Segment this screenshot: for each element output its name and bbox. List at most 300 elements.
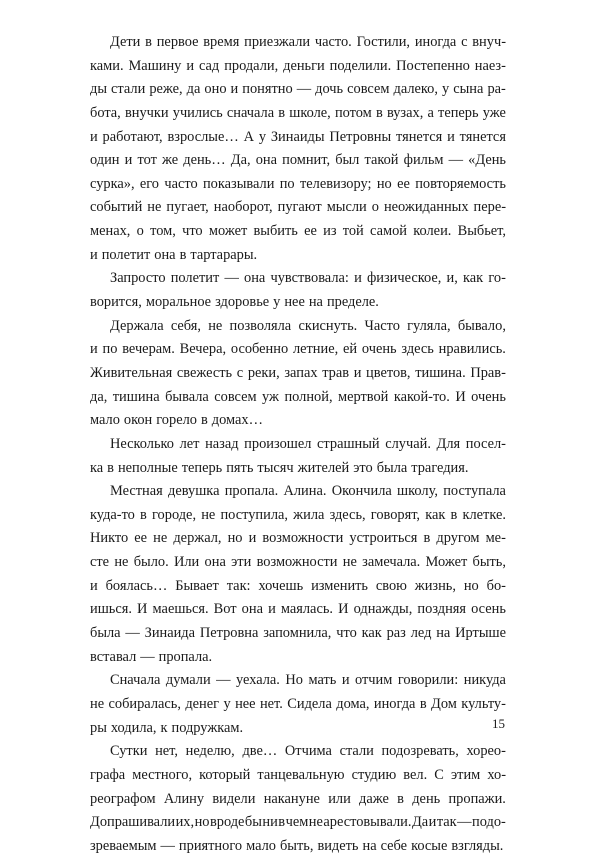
- word: школе,: [289, 104, 331, 121]
- word: какой-то.: [393, 388, 450, 405]
- word: сына: [453, 81, 484, 98]
- text-line: [90, 575, 506, 599]
- word: жителей: [297, 459, 350, 476]
- word: —: [160, 837, 175, 854]
- word: и: [248, 530, 257, 547]
- word: ходила,: [110, 719, 157, 736]
- word: но: [227, 530, 243, 547]
- word: наоборот,: [213, 199, 273, 216]
- word: на: [436, 625, 451, 642]
- text-line: [90, 457, 506, 481]
- word: время: [203, 34, 240, 50]
- word: очень: [361, 341, 397, 358]
- word: осень: [471, 601, 506, 618]
- word: пять: [226, 459, 254, 476]
- word: в: [140, 506, 147, 523]
- word: свежесть: [176, 364, 233, 381]
- word: их,: [175, 814, 195, 831]
- word: о: [136, 223, 144, 240]
- word: не: [201, 506, 216, 523]
- word: самой: [370, 223, 407, 240]
- text-line: [90, 527, 506, 551]
- word: в: [375, 104, 383, 121]
- word: девушка: [168, 483, 220, 500]
- word: с: [236, 364, 244, 381]
- word: цветов,: [366, 364, 411, 381]
- word: здесь: [401, 341, 434, 358]
- word: совсем: [347, 81, 390, 98]
- word: Вечера,: [179, 341, 227, 358]
- word: домах…: [211, 412, 263, 429]
- word: взгляды.: [451, 837, 504, 854]
- word: Сначала: [110, 672, 161, 689]
- word: но: [376, 175, 392, 192]
- word: бо-: [486, 577, 506, 594]
- word: но: [194, 814, 210, 831]
- word: трав: [322, 364, 350, 381]
- text-line: [90, 669, 506, 693]
- word: —: [140, 648, 155, 665]
- word: взрослые…: [167, 128, 239, 145]
- word: поступила,: [220, 506, 288, 523]
- word: у: [258, 128, 267, 145]
- word: событий: [90, 199, 143, 216]
- word: ры: [90, 719, 107, 736]
- word: иногда: [414, 34, 457, 50]
- word: вроде: [209, 814, 245, 831]
- word: —: [448, 152, 464, 169]
- word: день: [412, 790, 441, 807]
- word: телевизору;: [299, 175, 372, 192]
- word: реографом: [90, 790, 156, 807]
- word: тянется: [396, 128, 443, 145]
- word: чем: [285, 814, 309, 831]
- word: часто.: [314, 34, 352, 50]
- word: Живительная: [90, 364, 173, 381]
- word: на: [308, 294, 323, 311]
- word: тишина: [112, 388, 160, 405]
- text-line: [90, 764, 506, 788]
- word: в: [419, 695, 427, 712]
- word: Гостили,: [356, 34, 411, 50]
- text-line: [90, 362, 506, 386]
- word: стали: [111, 81, 146, 98]
- word: быть,: [279, 837, 314, 854]
- text-line: [90, 788, 506, 812]
- word: эти: [231, 554, 252, 571]
- text-line: [90, 646, 506, 670]
- word: по: [102, 341, 118, 358]
- word: в: [423, 530, 431, 547]
- word: тишина.: [415, 364, 466, 381]
- word: работают,: [102, 128, 163, 145]
- word: особенно: [230, 341, 289, 358]
- text-line: [90, 504, 506, 528]
- word: в: [278, 104, 286, 121]
- word: окон: [123, 412, 153, 429]
- word: в: [145, 34, 152, 50]
- word: А: [243, 128, 254, 145]
- word: неделю,: [185, 743, 235, 760]
- word: подо-: [472, 814, 506, 831]
- word: внуч-: [472, 34, 506, 50]
- text-line: [90, 835, 506, 858]
- word: ее: [304, 223, 317, 240]
- word: она: [244, 270, 266, 287]
- word: в: [450, 506, 458, 523]
- word: Никто: [90, 530, 129, 547]
- word: лет: [179, 435, 200, 452]
- word: Петровна: [199, 625, 259, 642]
- word: поступала: [443, 483, 506, 500]
- word: и: [428, 814, 437, 831]
- text-line: [90, 338, 506, 362]
- word: как: [361, 625, 382, 642]
- word: себя,: [170, 317, 201, 334]
- word: говорили:: [397, 672, 459, 689]
- word: ишься.: [90, 601, 132, 618]
- word: уехала.: [236, 672, 280, 689]
- word: сад: [198, 57, 220, 74]
- word: го-: [488, 270, 506, 287]
- text-line: [90, 717, 506, 741]
- word: Петровны: [329, 128, 392, 145]
- word: как: [425, 506, 446, 523]
- word: этим: [450, 766, 481, 783]
- word: Окончила: [331, 483, 392, 500]
- word: вел.: [403, 766, 428, 783]
- word: стали: [339, 743, 374, 760]
- word: держал,: [173, 530, 222, 547]
- word: Отчима: [284, 743, 332, 760]
- word: так:: [226, 577, 251, 594]
- word: посел-: [465, 435, 506, 452]
- word: не: [90, 695, 105, 712]
- word: в: [200, 412, 208, 429]
- word: неполные: [117, 459, 178, 476]
- word: Дети: [110, 34, 141, 50]
- word: она: [204, 554, 226, 571]
- word: тартарары.: [190, 246, 258, 263]
- word: фильм: [403, 152, 444, 169]
- word: чувствовала:: [270, 270, 349, 287]
- word: Зинаиды: [270, 128, 325, 145]
- word: или: [328, 790, 351, 807]
- word: сначала: [226, 104, 275, 121]
- text-line: [90, 149, 506, 173]
- word: ни: [262, 814, 278, 831]
- word: поздняя: [417, 601, 467, 618]
- word: клетке.: [462, 506, 506, 523]
- word: она: [154, 246, 176, 263]
- word: Алину: [163, 790, 205, 807]
- word: уж: [262, 388, 279, 405]
- word: ра-: [487, 81, 506, 98]
- word: студию: [351, 766, 397, 783]
- word: учились: [172, 104, 223, 121]
- word: далеко,: [393, 81, 438, 98]
- word: оно: [204, 81, 227, 98]
- word: и,: [446, 270, 458, 287]
- word: иногда: [373, 695, 416, 712]
- text-line: [90, 31, 506, 55]
- word: полетит: [101, 246, 151, 263]
- word: поделили.: [329, 57, 392, 74]
- word: менах,: [90, 223, 131, 240]
- word: не: [114, 554, 129, 571]
- word: позволяла: [229, 317, 292, 334]
- word: совсем: [214, 388, 257, 405]
- word: говорят,: [370, 506, 421, 523]
- word: арестовывали.: [323, 814, 412, 831]
- word: мать: [308, 672, 337, 689]
- word: был: [335, 152, 360, 169]
- word: приезжали: [244, 34, 311, 50]
- word: как: [463, 270, 484, 287]
- word: что: [336, 625, 357, 642]
- word: было.: [133, 554, 169, 571]
- word: собиралась,: [108, 695, 181, 712]
- word: пределе.: [326, 294, 379, 311]
- text-line: [90, 126, 506, 150]
- word: —: [457, 814, 472, 831]
- text-line: [90, 693, 506, 717]
- word: Постепенно: [396, 57, 470, 74]
- word: графа: [90, 766, 126, 783]
- word: такой: [364, 152, 399, 169]
- word: никуда: [463, 672, 506, 689]
- word: Несколько: [110, 435, 174, 452]
- word: гуляла,: [407, 317, 451, 334]
- word: понятно: [242, 81, 293, 98]
- word: денег: [185, 695, 220, 712]
- word: у: [273, 294, 281, 311]
- word: пугают: [277, 199, 322, 216]
- word: вечерам.: [122, 341, 175, 358]
- word: и: [90, 577, 98, 594]
- word: повторяемость: [415, 175, 506, 192]
- word: ее: [397, 175, 410, 192]
- word: первое: [156, 34, 199, 50]
- word: на: [362, 837, 377, 854]
- word: куда-то: [90, 506, 135, 523]
- word: тот: [137, 152, 157, 169]
- word: показывали: [202, 175, 275, 192]
- word: сурка»,: [90, 175, 135, 192]
- word: ворится,: [90, 294, 142, 311]
- word: в: [278, 814, 286, 831]
- word: бы: [244, 814, 262, 831]
- body-text: [90, 31, 506, 858]
- word: —: [224, 270, 239, 287]
- word: но: [463, 577, 479, 594]
- word: —: [296, 81, 312, 98]
- word: и: [90, 341, 98, 358]
- word: Прав-: [470, 364, 506, 381]
- word: нравились.: [438, 341, 506, 358]
- word: приятного: [178, 837, 243, 854]
- word: была: [90, 625, 121, 642]
- word: горело: [156, 412, 197, 429]
- word: Сутки: [110, 743, 148, 760]
- word: изменить: [311, 577, 368, 594]
- word: реже,: [149, 81, 183, 98]
- word: и: [354, 270, 362, 287]
- word: Зинаида: [144, 625, 196, 642]
- word: отчим: [355, 672, 393, 689]
- word: Для: [436, 435, 461, 452]
- word: и: [447, 128, 455, 145]
- word: ее: [134, 530, 148, 547]
- page-number: 15: [492, 716, 505, 731]
- word: нее: [284, 294, 305, 311]
- word: городе,: [152, 506, 197, 523]
- word: накануне: [263, 790, 320, 807]
- word: в: [179, 246, 187, 263]
- word: подозревать,: [381, 743, 459, 760]
- word: по: [279, 175, 295, 192]
- word: даже: [359, 790, 389, 807]
- text-line: [90, 622, 506, 646]
- word: пугает,: [166, 199, 209, 216]
- word: ме-: [485, 530, 506, 547]
- word: в: [397, 790, 404, 807]
- word: Дом: [431, 695, 457, 712]
- word: была: [376, 459, 408, 476]
- word: Иртыше: [455, 625, 506, 642]
- word: другом: [436, 530, 480, 547]
- word: бота,: [90, 104, 121, 121]
- word: деньги: [283, 57, 325, 74]
- word: в: [107, 459, 114, 476]
- word: произошел: [244, 435, 312, 452]
- text-line: [90, 55, 506, 79]
- word: И: [338, 601, 349, 618]
- word: Да: [411, 814, 429, 831]
- word: о: [371, 199, 379, 216]
- word: Держала: [110, 317, 164, 334]
- word: скиснуть.: [298, 317, 358, 334]
- word: и: [353, 364, 362, 381]
- word: боялась…: [105, 577, 168, 594]
- word: случай.: [385, 435, 431, 452]
- word: физическое,: [366, 270, 442, 287]
- word: уже: [482, 104, 506, 121]
- word: лед: [410, 625, 432, 642]
- text-line: [90, 291, 506, 315]
- text-line: [90, 173, 506, 197]
- word: —: [125, 625, 140, 642]
- word: и: [124, 152, 133, 169]
- word: Машину: [128, 57, 182, 74]
- word: колеи.: [413, 223, 452, 240]
- word: она: [241, 601, 263, 618]
- text-line: [90, 740, 506, 764]
- word: очень: [471, 388, 506, 405]
- word: пере-: [473, 199, 506, 216]
- word: возможности: [256, 554, 338, 571]
- word: себе: [380, 837, 408, 854]
- word: неожиданных: [383, 199, 469, 216]
- word: И: [455, 388, 466, 405]
- word: раз: [386, 625, 406, 642]
- word: да: [186, 81, 201, 98]
- word: вузах,: [386, 104, 424, 121]
- word: продали,: [224, 57, 279, 74]
- word: наез-: [474, 57, 506, 74]
- word: не: [308, 814, 323, 831]
- word: его: [139, 175, 160, 192]
- word: а: [427, 104, 434, 121]
- word: летние,: [292, 341, 339, 358]
- word: вставал: [90, 648, 137, 665]
- word: замечала.: [362, 554, 421, 571]
- word: мертвой: [338, 388, 389, 405]
- text-line: [90, 433, 506, 457]
- word: и: [90, 246, 98, 263]
- word: может: [208, 223, 248, 240]
- text-line: [90, 196, 506, 220]
- word: помнит,: [282, 152, 331, 169]
- text-line: [90, 409, 506, 433]
- word: из: [323, 223, 337, 240]
- word: здесь,: [329, 506, 366, 523]
- word: С: [434, 766, 444, 783]
- word: местного,: [132, 766, 193, 783]
- word: у: [223, 695, 231, 712]
- word: Запросто: [110, 270, 166, 287]
- word: быть,: [472, 554, 506, 571]
- word: зреваемым: [90, 837, 157, 854]
- word: И: [137, 601, 148, 618]
- word: Вот: [213, 601, 237, 618]
- word: не: [147, 199, 162, 216]
- word: выбить: [253, 223, 298, 240]
- word: теперь: [181, 459, 223, 476]
- word: один: [90, 152, 120, 169]
- word: трагедия.: [411, 459, 469, 476]
- word: нее: [235, 695, 256, 712]
- word: маялась.: [280, 601, 333, 618]
- word: тянется: [459, 128, 506, 145]
- word: который: [199, 766, 251, 783]
- word: полной,: [284, 388, 333, 405]
- word: Да,: [230, 152, 251, 169]
- word: назад: [205, 435, 239, 452]
- word: страшный: [317, 435, 380, 452]
- word: здоровье: [215, 294, 270, 311]
- word: тысяч: [257, 459, 294, 476]
- word: дома,: [336, 695, 370, 712]
- word: Алина.: [283, 483, 327, 500]
- word: часто: [164, 175, 198, 192]
- text-line: [90, 102, 506, 126]
- word: пропала.: [158, 648, 213, 665]
- word: это: [353, 459, 373, 476]
- word: жизнь,: [414, 577, 456, 594]
- word: нет.: [259, 695, 283, 712]
- word: сте: [90, 554, 110, 571]
- word: устроиться: [349, 530, 418, 547]
- word: танцевальную: [257, 766, 345, 783]
- word: пропала.: [224, 483, 279, 500]
- word: бывало,: [457, 317, 506, 334]
- word: так: [436, 814, 457, 831]
- word: Или: [173, 554, 200, 571]
- word: Может: [425, 554, 468, 571]
- word: хочешь: [258, 577, 304, 594]
- word: мало: [246, 837, 276, 854]
